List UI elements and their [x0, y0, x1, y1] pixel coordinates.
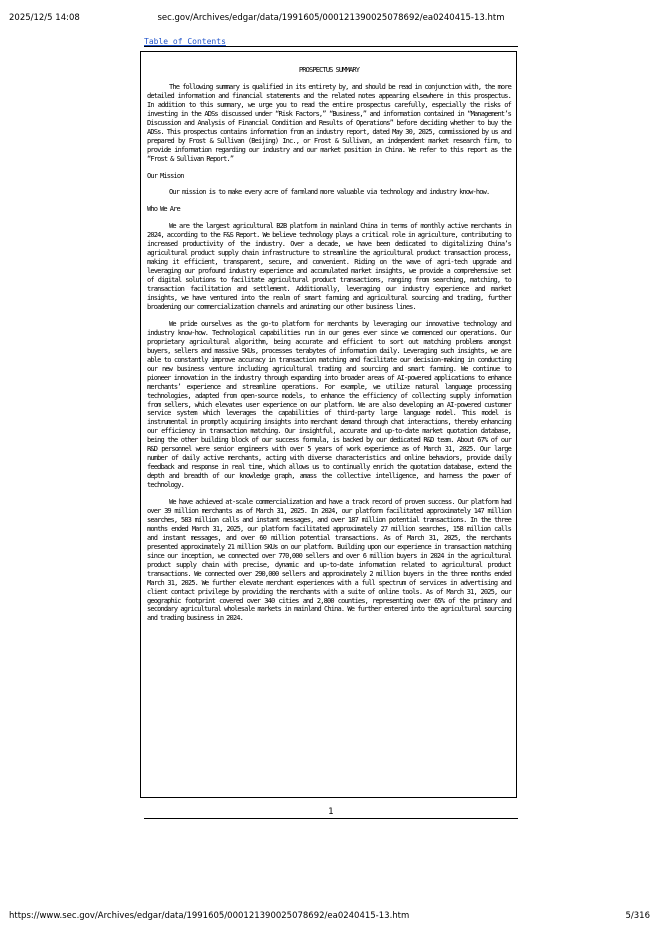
print-header-url: sec.gov/Archives/edgar/data/1991605/000121390025078692/ea0240415-13.htm	[157, 13, 505, 23]
print-timestamp: 2025/12/5 14:08	[9, 13, 80, 23]
prospectus-content	[147, 62, 511, 631]
mission-heading: Our Mission	[147, 171, 184, 180]
table-of-contents-link[interactable]: Table of Contents	[144, 37, 226, 46]
print-page-counter: 5/316	[625, 911, 650, 921]
bottom-divider	[144, 818, 518, 819]
who-we-are-paragraph-2: We pride ourselves as the go-to platform for merchants by leveraging our innovative technology and industry know-how. Technological capabilities run in our genes ever since we commenced our operations. Our proprietary agricultural algorithm, being accurate and efficient to sort out matching problems amongst buyers, sellers and massive SKUs, processes terabytes of information daily. Leveraging such insights, we are able to constantly improve accuracy in transaction matching and facilitate our decision-making in conducting our new business venture including agricultural trading and sourcing and smart farming. We continue to pioneer innovation in the industry through expanding into broader areas of AI-powered applications to enhance merchants’ experience and streamline operations. For example, we utilize natural language processing technologies, adapted from open-source models, to enhance the efficiency of collecting supply information from sellers, which elevates user experience on our platform. We are also developing an AI-powered customer service system which leverages the capabilities of third-party large language model. This model is instrumental in promptly acquiring insights into merchant demand through chat interactions, thereby enhancing our efficiency in transaction matching. Our insightful, accurate and up-to-date market quotation database, being the other building block of our success formula, is backed by our dedicated R&D team. About 67% of our R&D personnel were senior engineers with over 5 years of work experience as of March 31, 2025. Our large number of daily active merchants, acting with diverse characteristics and online behaviors, provide daily feedback and response in real time, which allows us to continually enrich the quotation database, extend the depth and breadth of our knowledge graph, amass the collective intelligence, and harness the power of technology.	[147, 319, 511, 490]
top-divider	[144, 46, 518, 47]
page-number: 1	[328, 807, 334, 817]
mission-paragraph: Our mission is to make every acre of farmland more valuable via technology and industry know-how.	[169, 188, 490, 197]
prospectus-page	[140, 51, 517, 798]
section-title: PROSPECTUS SUMMARY	[298, 66, 360, 74]
print-footer-url: https://www.sec.gov/Archives/edgar/data/1991605/000121390025078692/ea0240415-13.htm	[9, 911, 410, 921]
who-we-are-paragraph-1: We are the largest agricultural B2B platform in mainland China in terms of monthly active merchants in 2024, according to the F&S Report. We believe technology plays a critical role in agriculture, contributing to increased productivity of the industry. Over a decade, we have been dedicated to digitalizing China’s agricultural product supply chain infrastructure to streamline the agricultural product transaction process, making it efficient, transparent, secure, and convenient. Riding on the wave of agri-tech upgrade and leveraging our profound industry experience and accumulated market insights, we provide a comprehensive set of digital solutions to facilitate agricultural product transactions, ranging from searching, matching, to transaction facilitation and settlement. Additionally, leveraging our industry experience and market insights, we have ventured into the realm of smart farming and agricultural sourcing and trading, further broadening our commercialization channels and animating our other business lines.	[147, 222, 511, 311]
who-we-are-heading: Who We Are	[147, 205, 180, 214]
intro-paragraph: The following summary is qualified in its entirety by, and should be read in conjunction with, the more detailed information and financial statements and the related notes appearing elsewhere in this prospectus. In addition to this summary, we urge you to read the entire prospectus carefully, especially the risks of investing in the ADSs discussed under “Risk Factors,” “Business,” and information contained in “Management’s Discussion and Analysis of Financial Condition and Results of Operations” before deciding whether to buy the ADSs. This prospectus contains information from an industry report, dated May 30, 2025, commissioned by us and prepared by Frost & Sullivan (Beijing) Inc., or Frost & Sullivan, an independent market research firm, to provide information regarding our industry and our market position in China. We refer to this report as the “Frost & Sullivan Report.”	[147, 82, 511, 163]
who-we-are-paragraph-3: We have achieved at-scale commercialization and have a track record of proven success. Our platform had over 39 million merchants as of March 31, 2025. In 2024, our platform facilitated approximately 147 million searches, 583 million calls and instant messages, and over 187 million potential transactions. In the three months ended March 31, 2025, our platform facilitated approximately 27 million searches, 158 million calls and instant messages, and over 60 million potential transactions. As of March 31, 2025, the merchants presented approximately 21 million SKUs on our platform. Building upon our experience in transaction matching since our inception, we connected over 770,000 sellers and over 6 million buyers in 2024 in the agricultural product supply chain with precise, dynamic and up-to-date information related to agricultural product transactions. We connected over 290,000 sellers and approximately 2 million buyers in the three months ended March 31, 2025. We further elevate merchant experiences with a full spectrum of services in advertising and client contact privilege by providing the merchants with a suite of online tools. As of March 31, 2025, our geographic footprint covered over 340 cities and 2,800 counties, representing over 65% of the primary and secondary agricultural wholesale markets in mainland China. We further entered into the agricultural sourcing and trading business in 2024.	[147, 498, 511, 623]
